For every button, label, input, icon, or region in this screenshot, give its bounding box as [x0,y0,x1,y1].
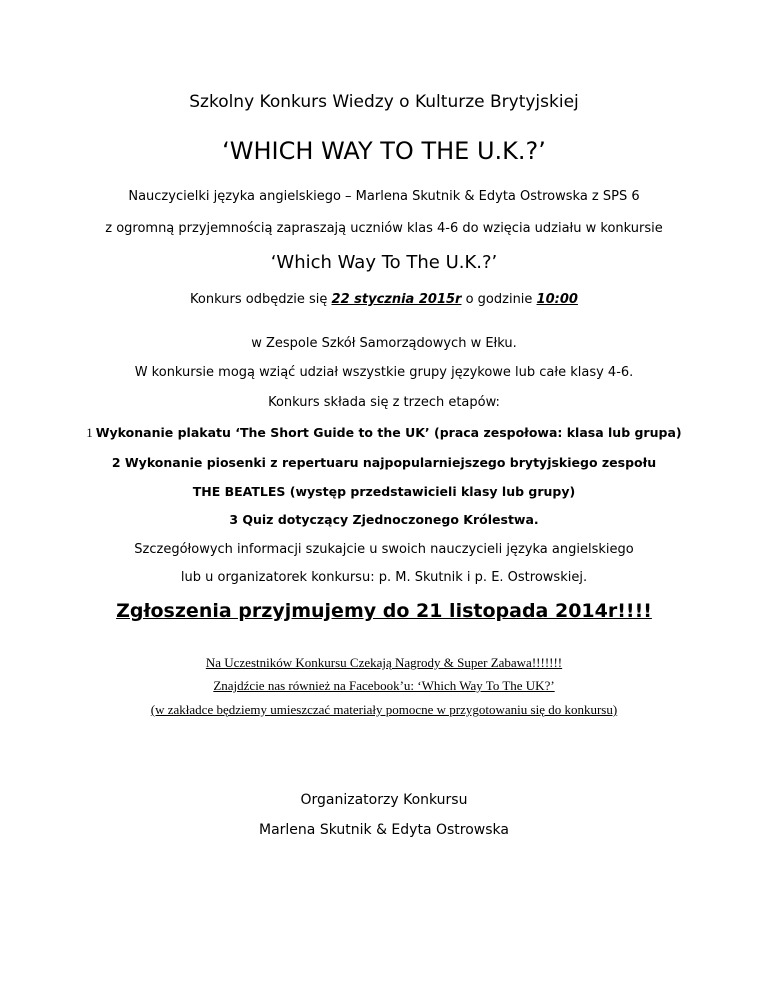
stage-2-line-2: THE BEATLES (występ przedstawicieli klasy lub grupy) [192,484,576,499]
invitation-line: z ogromną przyjemnością zapraszają uczniów klas 4-6 do wzięcia udziału w konkursie [105,221,663,236]
venue-line: w Zespole Szkół Samorządowych w Ełku. [251,336,517,351]
deadline-notice: Zgłoszenia przyjmujemy do 21 listopada 2014r!!!! [116,600,652,622]
date-line [0,292,768,307]
stage-2-line-1: 2 Wykonanie piosenki z repertuaru najpopularniejszego brytyjskiego zespołu [111,455,657,470]
participants-line: W konkursie mogą wziąć udział wszystkie grupy językowe lub całe klasy 4-6. [134,365,634,380]
date-prefix: Konkurs odbędzie się [190,292,332,307]
stage-3: 3 Quiz dotyczący Zjednoczonego Królestwa. [229,512,539,527]
stage-1 [0,425,768,441]
teachers-line: Nauczycielki języka angielskiego – Marlena Skutnik & Edyta Ostrowska z SPS 6 [128,189,640,204]
page-title: ‘WHICH WAY TO THE U.K.?’ [222,137,546,165]
info-line-2: lub u organizatorek konkursu: p. M. Skutnik i p. E. Ostrowskiej. [180,570,588,585]
materials-note: (w zakładce będziemy umieszczać materiały pomocne w przygotowaniu się do konkursu) [150,702,618,717]
organizers-names: Marlena Skutnik & Edyta Ostrowska [259,822,509,838]
date-middle: o godzinie [461,292,537,307]
facebook-note: Znajdźcie nas również na Facebook’u: ‘Which Way To The UK?’ [213,678,555,693]
stage-1-number: 1 [86,426,96,440]
prizes-note: Na Uczestników Konkursu Czekają Nagrody & Super Zabawa!!!!!!! [205,655,563,670]
info-line-1: Szczegółowych informacji szukajcie u swoich nauczycieli języka angielskiego [134,542,634,557]
organizers-label: Organizatorzy Konkursu [300,792,468,808]
contest-time: 10:00 [536,292,578,307]
stage-1-text: Wykonanie plakatu ‘The Short Guide to the UK’ (praca zespołowa: klasa lub grupa) [95,425,682,440]
stages-intro: Konkurs składa się z trzech etapów: [268,395,500,410]
contest-date: 22 stycznia 2015r [331,292,462,307]
contest-subtitle: Szkolny Konkurs Wiedzy o Kulturze Brytyjskiej [189,92,579,112]
contest-name: ‘Which Way To The U.K.?’ [270,252,498,273]
